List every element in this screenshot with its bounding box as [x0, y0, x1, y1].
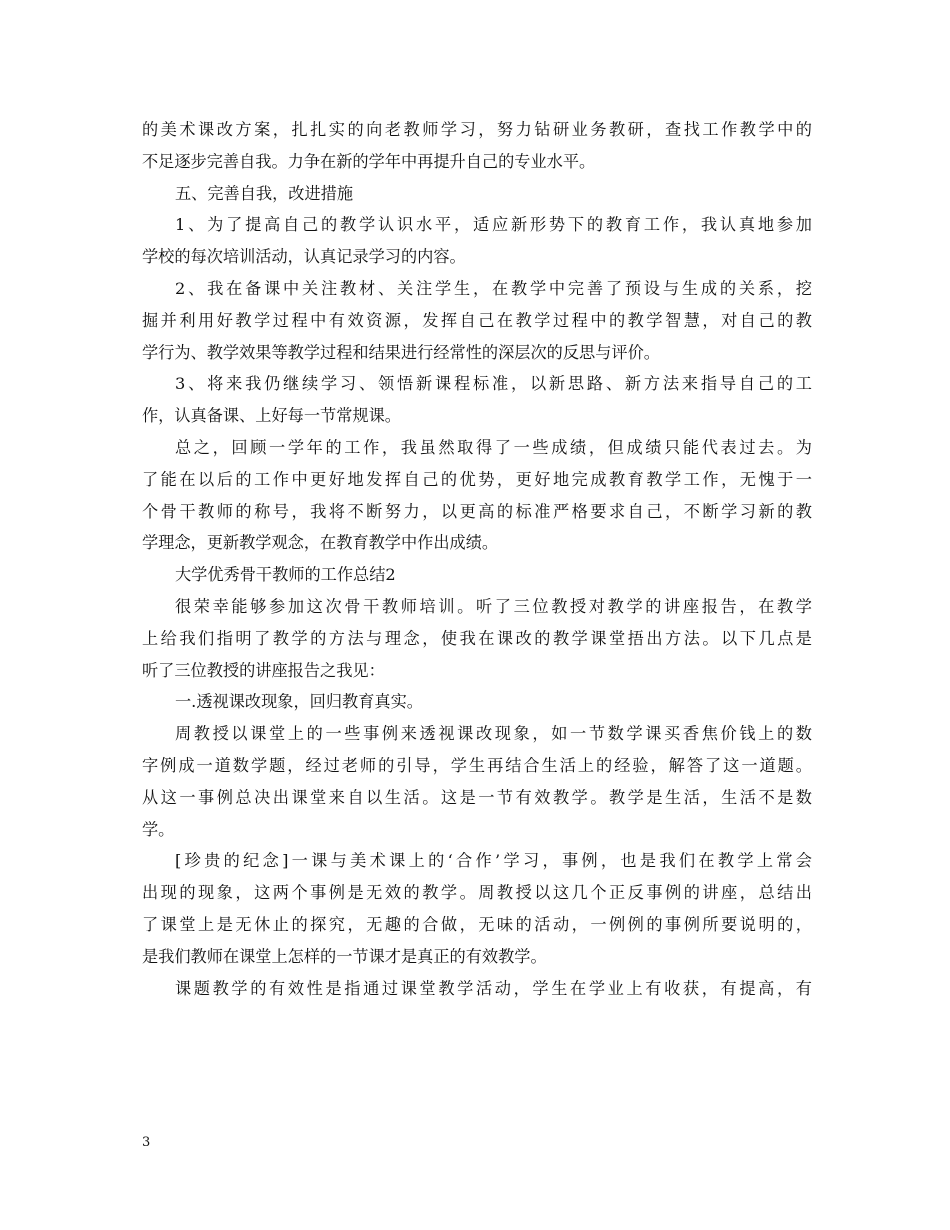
text-line: 个骨干教师的称号，我将不断努力，以更高的标准严格要求自己，不断学习新的教 — [142, 501, 812, 521]
text-line: 掘并利用好教学过程中有效资源，发挥自己在教学过程中的教学智慧，对自己的教 — [142, 310, 812, 330]
text-line: 很荣幸能够参加这次骨干教师培训。听了三位教授对教学的讲座报告，在教学 — [175, 596, 812, 616]
text-line: 从这一事例总决出课堂来自以生活。这是一节有效教学。教学是生活，生活不是数 — [142, 787, 812, 807]
text-line: 的美术课改方案，扎扎实的向老教师学习，努力钻研业务教研，查找工作教学中的 — [142, 120, 812, 139]
text-line: 学。 — [142, 819, 175, 839]
text-line: 上给我们指明了教学的方法与理念，使我在课改的教学课堂捂出方法。以下几点是 — [142, 628, 812, 648]
text-line: 周教授以课堂上的一些事例来透视课改现象，如一节数学课买香焦价钱上的数 — [175, 724, 812, 744]
text-line: 字例成一道数学题，经过老师的引导，学生再结合生活上的经验，解答了这一道题。 — [142, 755, 812, 775]
text-line: 课题教学的有效性是指通过课堂教学活动，学生在学业上有收获，有提高，有 — [175, 978, 812, 998]
text-line: 总之，回顾一学年的工作，我虽然取得了一些成绩，但成绩只能代表过去。为 — [175, 437, 812, 457]
text-line: 是我们教师在课堂上怎样的一节课才是真正的有效教学。 — [142, 946, 547, 966]
text-line: 大学优秀骨干教师的工作总结2 — [175, 565, 396, 585]
text-line: 学校的每次培训活动，认真记录学习的内容。 — [142, 247, 466, 267]
text-line: 学理念，更新教学观念，在教育教学中作出成绩。 — [142, 533, 499, 553]
text-line: 听了三位教授的讲座报告之我见： — [142, 660, 385, 680]
document-body — [142, 114, 812, 1004]
text-line: 不足逐步完善自我。力争在新的学年中再提升自己的专业水平。 — [142, 151, 596, 171]
text-line: 出现的现象，这两个事例是无效的教学。周教授以这几个正反事例的讲座，总结出 — [142, 883, 812, 903]
text-line: 1、为了提高自己的教学认识水平，适应新形势下的教育工作，我认真地参加 — [175, 215, 812, 235]
text-line: 五、完善自我，改进措施 — [175, 183, 354, 203]
text-line: 了课堂上是无休止的探究，无趣的合做，无味的活动，一例例的事例所要说明的， — [142, 914, 812, 934]
text-line: 3、将来我仍继续学习、领悟新课程标准，以新思路、新方法来指导自己的工 — [175, 374, 812, 394]
text-line: 2、我在备课中关注教材、关注学生，在教学中完善了预设与生成的关系，挖 — [175, 278, 812, 298]
text-line: 了能在以后的工作中更好地发挥自己的优势，更好地完成教育教学工作，无愧于一 — [142, 469, 812, 489]
text-line: 学行为、教学效果等教学过程和结果进行经常性的深层次的反思与评价。 — [142, 342, 660, 362]
text-line: 作，认真备课、上好每一节常规课。 — [142, 406, 401, 426]
text-line: [珍贵的纪念]一课与美术课上的‘合作’学习，事例，也是我们在教学上常会 — [175, 851, 812, 871]
page-number: 3 — [142, 1135, 151, 1150]
text-line: 一.透视课改现象，回归教育真实。 — [175, 692, 423, 712]
